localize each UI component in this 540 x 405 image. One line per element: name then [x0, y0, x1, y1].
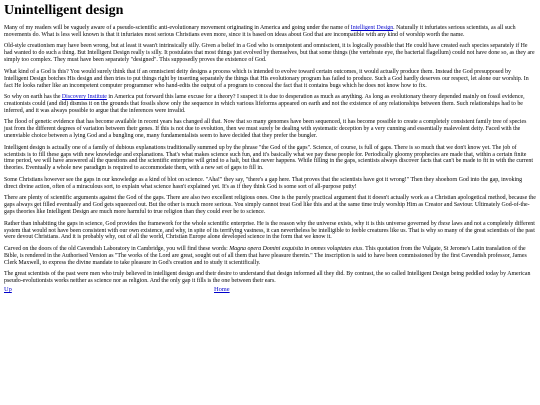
paragraph-6: Intelligent design is actually one of a family of dubious explanations traditionally summed up by the phrase "the God of the gaps". Science, of course, is full of gaps. There is so much that we don't know yet. The job of scientists is to fill these gaps with new knowledge and explanations. That's what makes science such fun, and it's basically what we pay these people for. Periodically gloomy prophecies are made that, within a certain finite time period, we will have answered all the questions and the scientific enterprise will grind to a halt, but that never happens. While filling in the gaps, scientists always discover facts that can't be made to fit in with the current theories. Eventually a whole new paradigm is required to accommodate them, with a new set of gaps to fill in.: [4, 144, 533, 172]
paragraph-9-text-a: Rather than inhabiting the gaps in science, God provides the framework for the whole scientific enterprise. He is the reason why the universe exists, why it is this universe governed by: [4, 220, 439, 227]
up-link[interactable]: Up: [4, 286, 12, 294]
latin-inscription: Magna opera Domini exquisita in omnes voluptates eius: [229, 245, 363, 252]
paragraph-7: Some Christians however see the gaps in our knowledge as a kind of blot on science. "Aha!" they say, "there's a gap here. That proves that the scientists have got it wrong!" Then they shoehorn God into the gap, invoking direct divine action, often of a miraculous sort, to explain what science hasn't explained yet. It's as if they think God is some sort of all-purpose putty!: [4, 176, 523, 190]
paragraph-1: [4, 25, 536, 39]
paragraph-11: The great scientists of the past were men who truly believed in intelligent design and their desire to understand that design informed all they did. By contrast, the so called Intelligent Design being peddled today by American pseudo-evolutionists works neither as science nor as religion. And the only gap it fills is the one between their ears.: [4, 271, 531, 285]
paragraph-1-text-b: . Naturally it infuriates serious scientists, as all such movements do. What is less well known is that it infuriates most serious Christians even more, since it is based on ideas about God that are incompatible with any kind of worship worth the name.: [4, 25, 516, 38]
paragraph-9-emphasis: these: [438, 220, 451, 227]
paragraph-10: [4, 246, 536, 267]
paragraph-10-text-b: . This quotation from the Vulgate, St Jerome's Latin translation of the Bible, is rendered in the Authorised Version as "The works of the Lord are great, sought out of all them that have pleasure therein." The inscription is said to have been commissioned by the first Cavendish professor, James Clerk Maxwell, to express the divine mandate to take pleasure in God's creation and to study it scientifically.: [4, 245, 527, 266]
intelligent-design-link[interactable]: Intelligent Design: [350, 25, 394, 31]
paragraph-4: [4, 94, 536, 115]
paragraph-10-text-a: Carved on the doors of the old Cavendish Laboratory in Cambridge, you will find these words:: [4, 245, 230, 252]
page-title: Unintelligent design: [4, 3, 124, 18]
paragraph-8: There are plenty of scientific arguments against the God of the gaps. There are also two excellent religious ones. One is the purely practical argument that it doesn't actually work as a Christian apologetical method, because the gaps always get filled eventually and God gets squeezed out. But the other is much more serious. You simply cannot treat God like this and at the same time truly worship Him as Creator and Saviour. Ultimately God-of-the-gaps theories like Intelligent Design are much more harmful to true religion than they could ever be to science.: [4, 195, 536, 216]
paragraph-2: Old-style creationism may have been wrong, but at least it wasn't intrinsically silly. Given a belief in a God who is omnipotent and omniscient, it is logically possible that He could have created each species separately if He had wanted to do such a thing. But Intelligent Design really is silly. It postulates that most things just evolved by themselves, but that some things (the vertebrate eye, the bacterial flagellum) could not have done so, as they are simply too complex. They must have been separately "designed". This supposedly proves the existence of God.: [4, 43, 535, 64]
paragraph-9-text-b: laws and not a completely different system that would not have been consistent with our own existence, and why, in spite of its terrifying vastness, it can nevertheless be intelligible to feeble creatures like us. That is why so many of the great scientists of the past were devout Christians. And it is probably why, out of all the world, Christian Europe alone developed science in the form that we know it.: [4, 220, 535, 241]
paragraph-4-text-b: in America put forward this lame excuse for a theory? I suspect it is due to desperation as much as anything. As long as evolutionary theory depended mainly on fossil evidence, creationists could (and did) dismiss it on the grounds that fossils show only the sequence in which various lifeforms appeared on earth and not the existence of any relationships between them. Such relationships had to be inferred, and it was always possible to argue that the inferences were invalid.: [4, 94, 525, 114]
footer-nav: [4, 286, 536, 294]
paragraph-9: [4, 221, 536, 242]
paragraph-3: What kind of a God is this? You would surely think that if an omniscient deity designs a process which is intended to evolve toward certain outcomes, it would actually produce them. Instead the God presupposed by Intelligent Design botches His design and then tries to put things right by inserting separately the things that His evolutionary program has failed to produce. Such a God hardly deserves our respect, let alone our worship. In fact He looks rather like an incompetent computer programmer who hand-edits the output of a program to conceal the fact that it contains bugs which he does not know how to fix.: [4, 68, 529, 89]
paragraph-5: The flood of genetic evidence that has become available in recent years has changed all that. Now that so many genomes have been sequenced, it has become possible to create a completely consistent family tree of species just from the different degrees of variation between their genes. If this is not due to evolution, then we must surely be dealing with systematic deception by a very cunning and essentially malevolent deity. Faced with the unenviable choice between a lying God and a bungling one, many fundamentalists seem to have decided that they prefer the bungler.: [4, 119, 527, 140]
home-link[interactable]: Home: [214, 286, 230, 294]
paragraph-1-text-a: Many of my readers will be vaguely aware of a pseudo-scientific anti-evolutionary movement originating in America and going under the name of: [4, 25, 351, 31]
discovery-institute-link[interactable]: Discovery Institute: [61, 94, 107, 101]
paragraph-4-text-a: So why on earth has the: [4, 94, 62, 101]
